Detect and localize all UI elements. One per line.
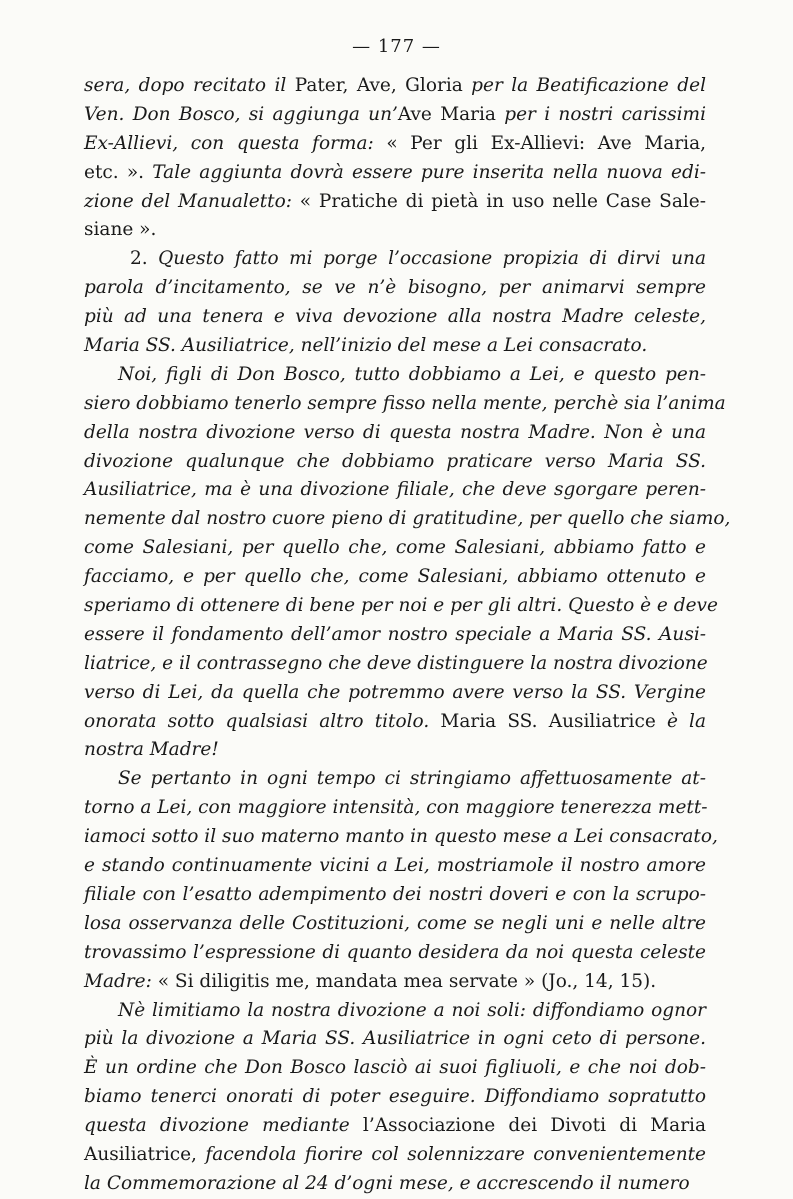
text-line bbox=[84, 188, 706, 217]
body-text bbox=[84, 72, 731, 1199]
text-line bbox=[84, 650, 706, 679]
text-run: liatrice, e il contrassegno che deve distinguere la nostra divozione bbox=[84, 652, 708, 674]
text-line bbox=[84, 361, 706, 390]
text-run: Se pertanto in ogni tempo ci stringiamo affettuosamente at- bbox=[118, 768, 706, 790]
text-run: come Salesiani, per quello che, come Salesiani, abbiamo fatto e bbox=[84, 537, 706, 559]
text-line bbox=[84, 708, 706, 737]
text-line bbox=[84, 1112, 706, 1141]
text-line bbox=[84, 765, 706, 794]
text-run: facendola fiorire col solennizzare convenientemente bbox=[205, 1143, 706, 1165]
text-run: per i nostri carissimi bbox=[504, 103, 706, 125]
text-run: Tale aggiunta dovrà essere pure inserita nella nuova edi- bbox=[152, 161, 706, 183]
text-run: iamoci sotto il suo materno manto in questo mese a Lei consacrato, bbox=[84, 826, 718, 848]
text-run: zione del Manualetto: bbox=[84, 190, 300, 212]
text-run: Noi, figli di Don Bosco, tutto dobbiamo a Lei, e questo pen- bbox=[118, 363, 706, 385]
text-line bbox=[84, 1170, 706, 1199]
text-run: « Si diligitis me, mandata mea servate » (Jo., 14, 15). bbox=[157, 970, 657, 992]
text-run: Questo fatto mi porge l’occasione propizia di dirvi una bbox=[158, 248, 706, 270]
text-run: 2. bbox=[130, 248, 159, 270]
text-run: nostra Madre! bbox=[84, 739, 219, 761]
text-run: È un ordine che Don Bosco lasciò ai suoi figliuoli, e che noi dob- bbox=[84, 1057, 706, 1079]
text-run: losa osservanza delle Costituzioni, come se negli uni e nelle altre bbox=[84, 912, 706, 934]
text-run: torno a Lei, con maggiore intensità, con maggiore tenerezza mett- bbox=[84, 797, 708, 819]
text-run: nemente dal nostro cuore pieno di gratitudine, per quello che siamo, bbox=[84, 508, 731, 530]
text-run: è la bbox=[666, 710, 706, 732]
text-line bbox=[84, 130, 706, 159]
text-run: per la Beatificazione del bbox=[471, 75, 706, 96]
text-run: Ven. Don Bosco, si aggiunga un’ bbox=[84, 103, 398, 125]
text-run: Ausiliatrice, ma è una divozione filiale, che deve sgorgare peren- bbox=[84, 479, 706, 501]
text-line bbox=[84, 563, 706, 592]
text-line bbox=[84, 332, 706, 361]
text-line bbox=[84, 1054, 706, 1083]
text-run: « Per gli Ex-Allievi: Ave Maria, bbox=[386, 132, 706, 154]
text-run: siane ». bbox=[84, 219, 157, 241]
text-run: Maria SS. Ausiliatrice bbox=[440, 710, 667, 732]
text-line bbox=[84, 1025, 706, 1054]
text-run: più ad una tenera e viva devozione alla nostra Madre celeste, bbox=[84, 306, 706, 328]
text-line bbox=[84, 1083, 706, 1112]
text-line bbox=[84, 794, 706, 823]
text-run: questa divozione mediante bbox=[84, 1115, 363, 1137]
text-line bbox=[84, 101, 706, 130]
text-run: Nè limitiamo la nostra divozione a noi soli: diffondiamo ognor bbox=[118, 999, 706, 1021]
text-line bbox=[84, 621, 706, 650]
text-run: filiale con l’esatto adempimento dei nostri doveri e con la scrupo- bbox=[84, 883, 706, 905]
text-line bbox=[84, 881, 706, 910]
text-line bbox=[84, 476, 706, 505]
text-line bbox=[84, 997, 706, 1026]
text-line bbox=[84, 592, 718, 621]
text-run: Madre: bbox=[84, 970, 158, 992]
text-line bbox=[84, 159, 706, 188]
text-run: Maria SS. Ausiliatrice, nell’inizio del mese a Lei consacrato. bbox=[84, 335, 648, 357]
text-run: onorata sotto qualsiasi altro titolo. bbox=[84, 710, 441, 732]
text-line bbox=[84, 1141, 706, 1170]
text-line bbox=[84, 910, 706, 939]
text-run: la Commemorazione al 24 d’ogni mese, e accrescendo il numero bbox=[84, 1172, 690, 1194]
text-line bbox=[84, 448, 706, 477]
text-line bbox=[84, 968, 706, 997]
text-line bbox=[84, 852, 706, 881]
text-run: Ausiliatrice, bbox=[84, 1143, 206, 1165]
text-line bbox=[84, 823, 718, 852]
text-run: etc. ». bbox=[84, 161, 153, 183]
text-line bbox=[84, 679, 706, 708]
text-line bbox=[84, 505, 731, 534]
text-run: Ex-Allievi, con questa forma: bbox=[84, 132, 387, 154]
text-run: biamo tenerci onorati di poter eseguire. Diffondiamo sopratutto bbox=[84, 1086, 706, 1108]
text-run: più la divozione a Maria SS. Ausiliatrice in ogni ceto di persone. bbox=[84, 1028, 706, 1050]
text-line bbox=[84, 534, 706, 563]
text-run: speriamo di ottenere di bene per noi e per gli altri. Questo è e deve bbox=[84, 595, 718, 617]
text-run: facciamo, e per quello che, come Salesiani, abbiamo ottenuto e bbox=[84, 566, 706, 588]
text-line bbox=[84, 939, 706, 968]
text-line bbox=[84, 419, 706, 448]
text-line bbox=[84, 216, 706, 245]
text-run: sera, dopo recitato il bbox=[84, 75, 295, 96]
text-run: trovassimo l’espressione di quanto desidera da noi questa celeste bbox=[84, 941, 706, 963]
text-line bbox=[84, 736, 706, 765]
text-run: « Pratiche di pietà in uso nelle Case Sale- bbox=[299, 190, 706, 212]
text-run: Pater, Ave, Gloria bbox=[294, 75, 472, 96]
text-run: e stando continuamente vicini a Lei, mostriamole il nostro amore bbox=[84, 855, 706, 877]
text-run: siero dobbiamo tenerlo sempre fisso nella mente, perchè sia l’anima bbox=[84, 392, 726, 414]
text-run: divozione qualunque che dobbiamo praticare verso Maria SS. bbox=[84, 450, 706, 472]
text-line bbox=[84, 72, 706, 101]
text-run: essere il fondamento dell’amor nostro speciale a Maria SS. Ausi- bbox=[84, 623, 706, 645]
text-run: Ave Maria bbox=[397, 103, 505, 125]
text-line bbox=[84, 274, 706, 303]
page-number: — 177 — bbox=[352, 36, 441, 57]
text-line bbox=[84, 390, 726, 419]
text-run: l’Associazione dei Divoti di Maria bbox=[362, 1115, 706, 1137]
text-run: verso di Lei, da quella che potremmo avere verso la SS. Vergine bbox=[84, 681, 706, 703]
text-run: parola d’incitamento, se ve n’è bisogno, per animarvi sempre bbox=[84, 277, 706, 299]
text-line bbox=[84, 303, 706, 332]
text-run: della nostra divozione verso di questa nostra Madre. Non è una bbox=[84, 421, 706, 443]
text-line bbox=[84, 245, 706, 274]
